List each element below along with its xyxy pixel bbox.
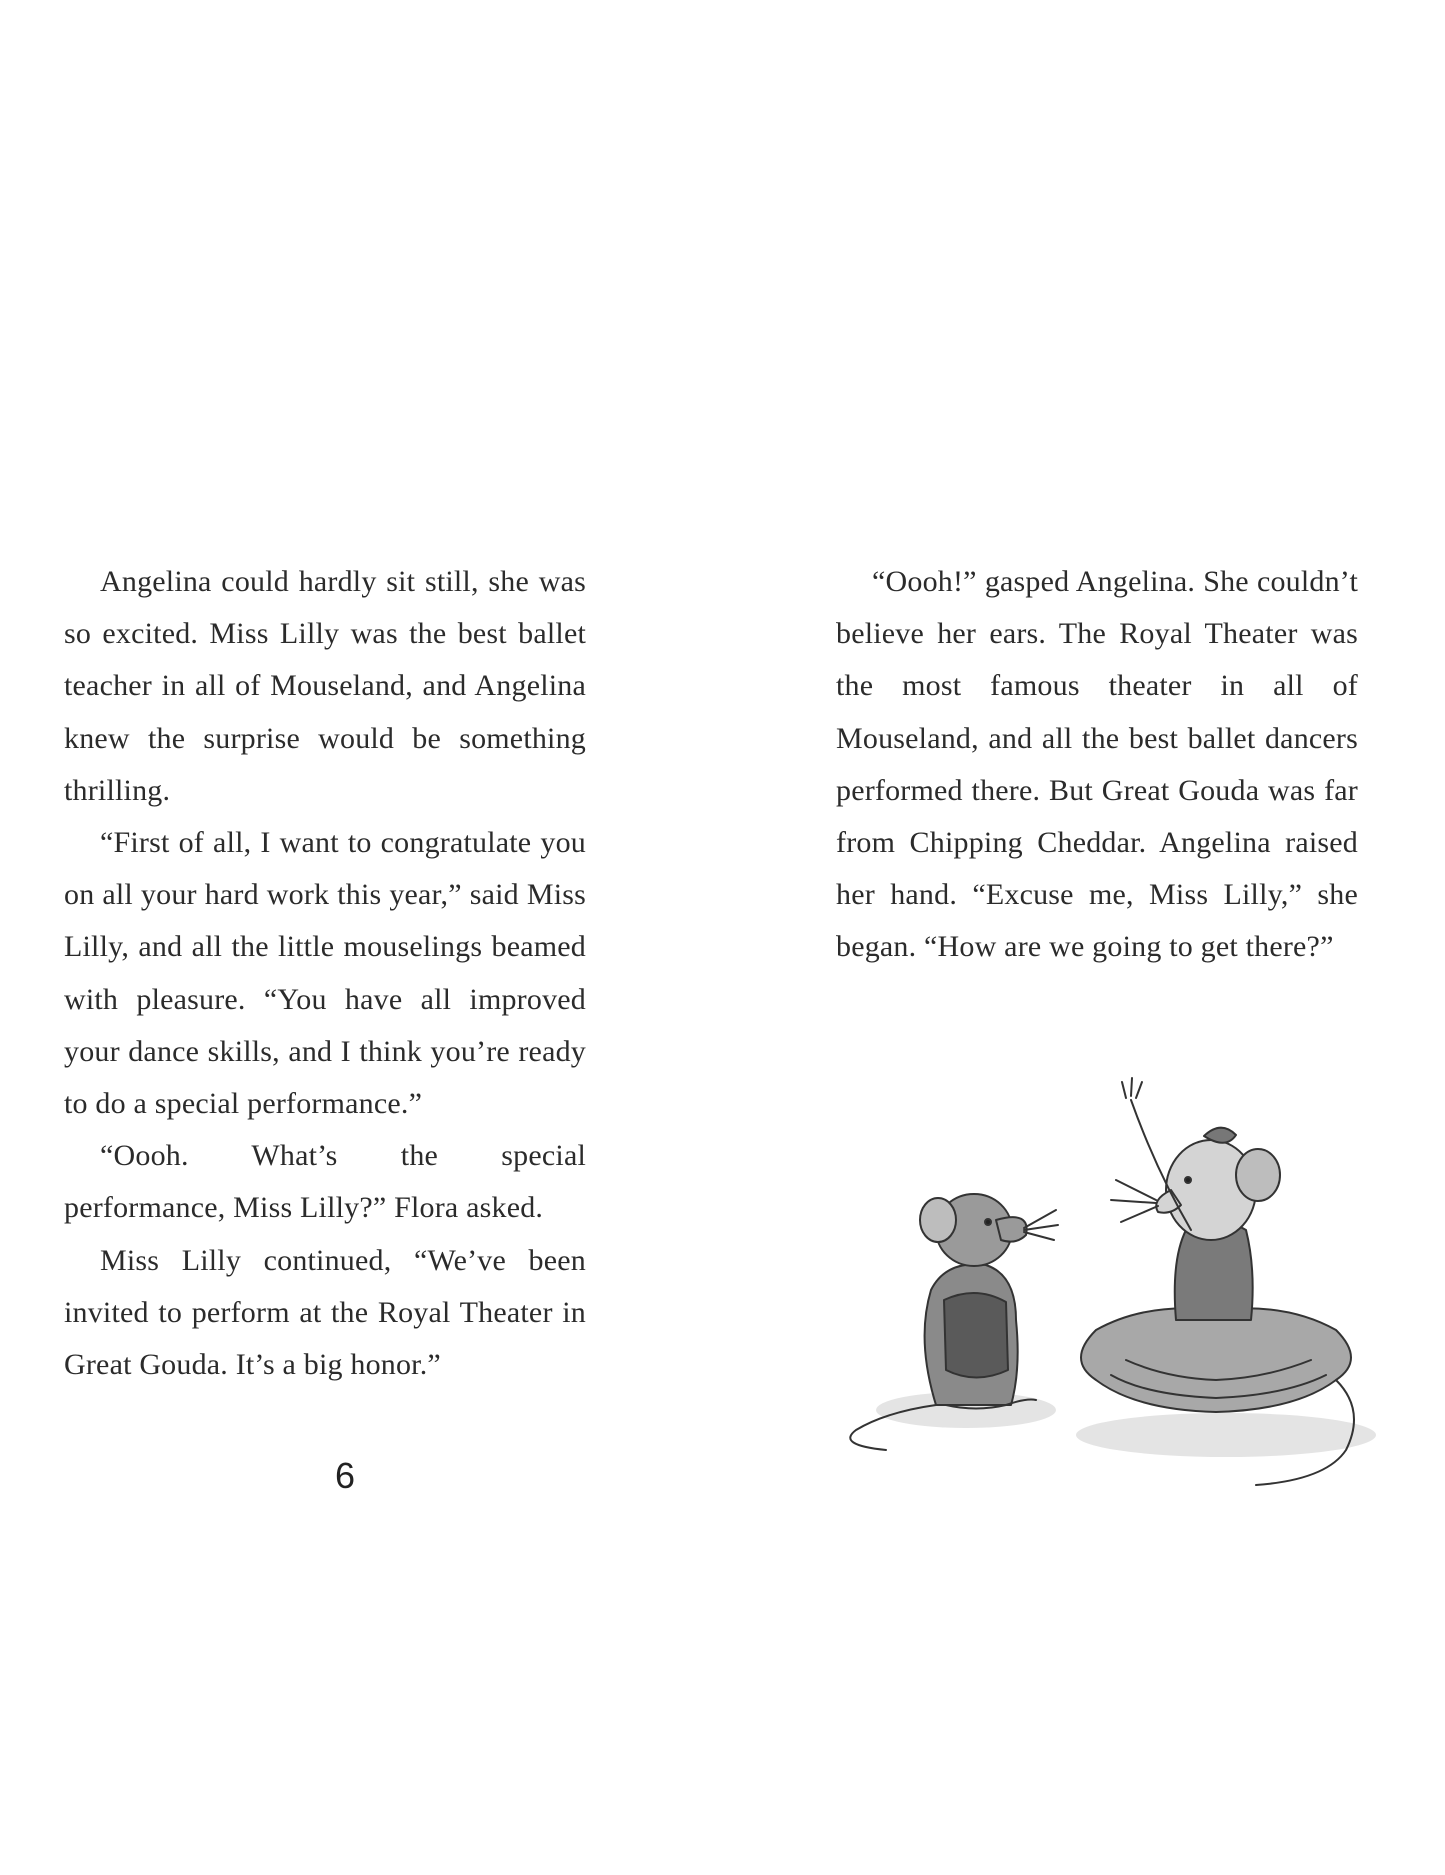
paragraph: Angelina could hardly sit still, she was so excited. Miss Lilly was the best ballet teacher in all of Mouseland, and Angelina knew the surprise would be something thrilling.: [64, 565, 586, 807]
paragraph: “First of all, I want to congratulate you on all your hard work this year,” said Miss Lilly, and all the little mouselings beamed with pleasure. “You have all improved your dance skills, and I think you’re ready to do a special performance.”: [64, 826, 586, 1121]
paragraph: “Oooh. What’s the special performance, Miss Lilly?” Flora asked.: [64, 1139, 586, 1225]
paragraph: “Oooh!” gasped Angelina. She couldn’t believe her ears. The Royal Theater was the most famous theater in all of Mouseland, and all the best ballet dancers performed there. But Great Gouda was far from Chipping Cheddar. Angelina raised her hand. “Excuse me, Miss Lilly,” she began. “How are we going to get there?”: [836, 565, 1358, 964]
mice-illustration: [826, 1040, 1386, 1500]
paragraph: Miss Lilly continued, “We’ve been invited to perform at the Royal Theater in Great Gouda. It’s a big honor.”: [64, 1243, 586, 1382]
left-page-text: [64, 556, 586, 1391]
ground-shadow: [1076, 1413, 1376, 1457]
page-number: 6: [334, 1455, 356, 1496]
right-page-text: [836, 556, 1358, 974]
